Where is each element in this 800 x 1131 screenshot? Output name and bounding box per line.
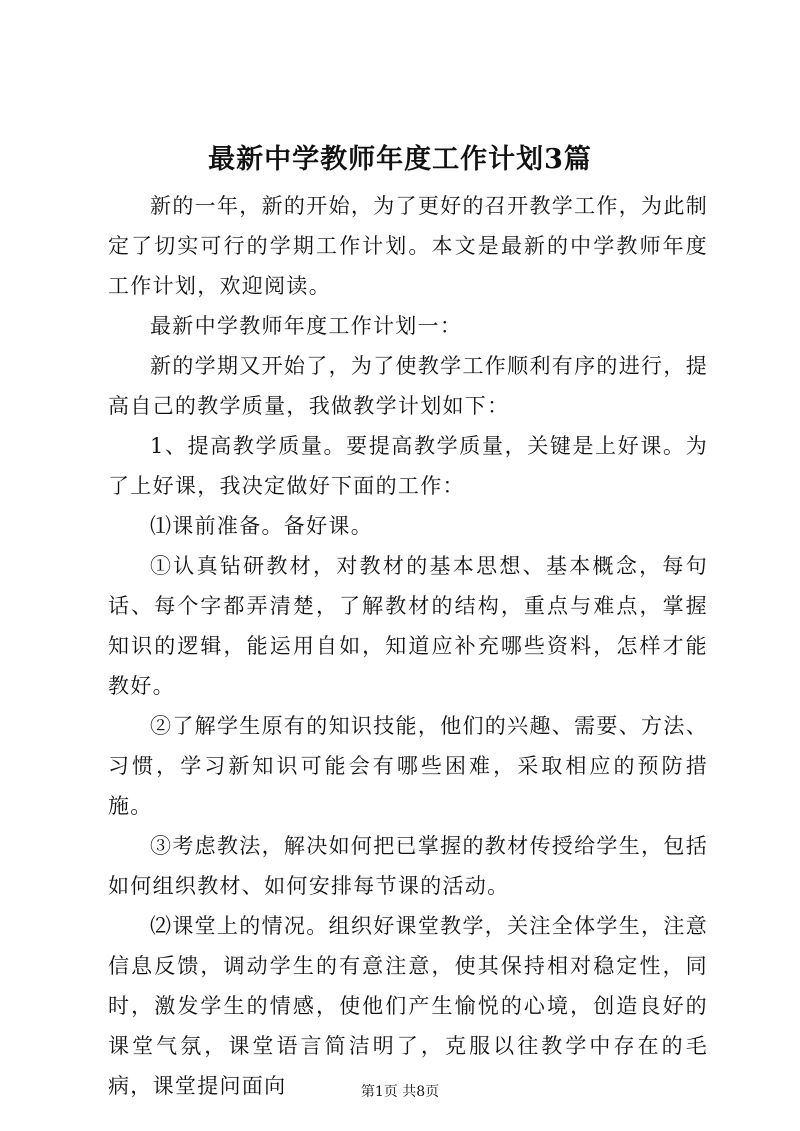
document-body — [108, 186, 708, 1106]
paragraph: 1、提高教学质量。要提高教学质量，关键是上好课。为了上好课，我决定做好下面的工作： — [108, 434, 708, 498]
paragraph: ③考虑教法，解决如何把已掌握的教材传授给学生，包括如何组织教材、如何安排每节课的活动。 — [108, 834, 708, 898]
paragraph: 新的学期又开始了，为了使教学工作顺利有序的进行，提高自己的教学质量，我做教学计划如下： — [108, 354, 708, 418]
paragraph: ⑴课前准备。备好课。 — [150, 514, 373, 538]
paragraph: ①认真钻研教材，对教材的基本思想、基本概念，每句话、每个字都弄清楚，了解教材的结构，重点与难点，掌握知识的逻辑，能运用自如，知道应补充哪些资料，怎样才能教好。 — [108, 554, 708, 698]
paragraph-section-heading: 最新中学教师年度工作计划一： — [150, 314, 463, 338]
page-number-footer: 第1页 共8页 — [360, 1084, 440, 1100]
paragraph-intro: 新的一年，新的开始，为了更好的召开教学工作，为此制定了切实可行的学期工作计划。本文是最新的中学教师年度工作计划，欢迎阅读。 — [108, 194, 708, 298]
paragraph: ⑵课堂上的情况。组织好课堂教学，关注全体学生，注意信息反馈，调动学生的有意注意，使其保持相对稳定性，同时，激发学生的情感，使他们产生愉悦的心境，创造良好的课堂气氛，课堂语言简洁明了，克服以往教学中存在的毛病，课堂提问面向 — [108, 914, 708, 1098]
document-title: 最新中学教师年度工作计划3篇 — [208, 144, 592, 175]
paragraph: ②了解学生原有的知识技能，他们的兴趣、需要、方法、习惯，学习新知识可能会有哪些困难，采取相应的预防措施。 — [108, 714, 708, 818]
